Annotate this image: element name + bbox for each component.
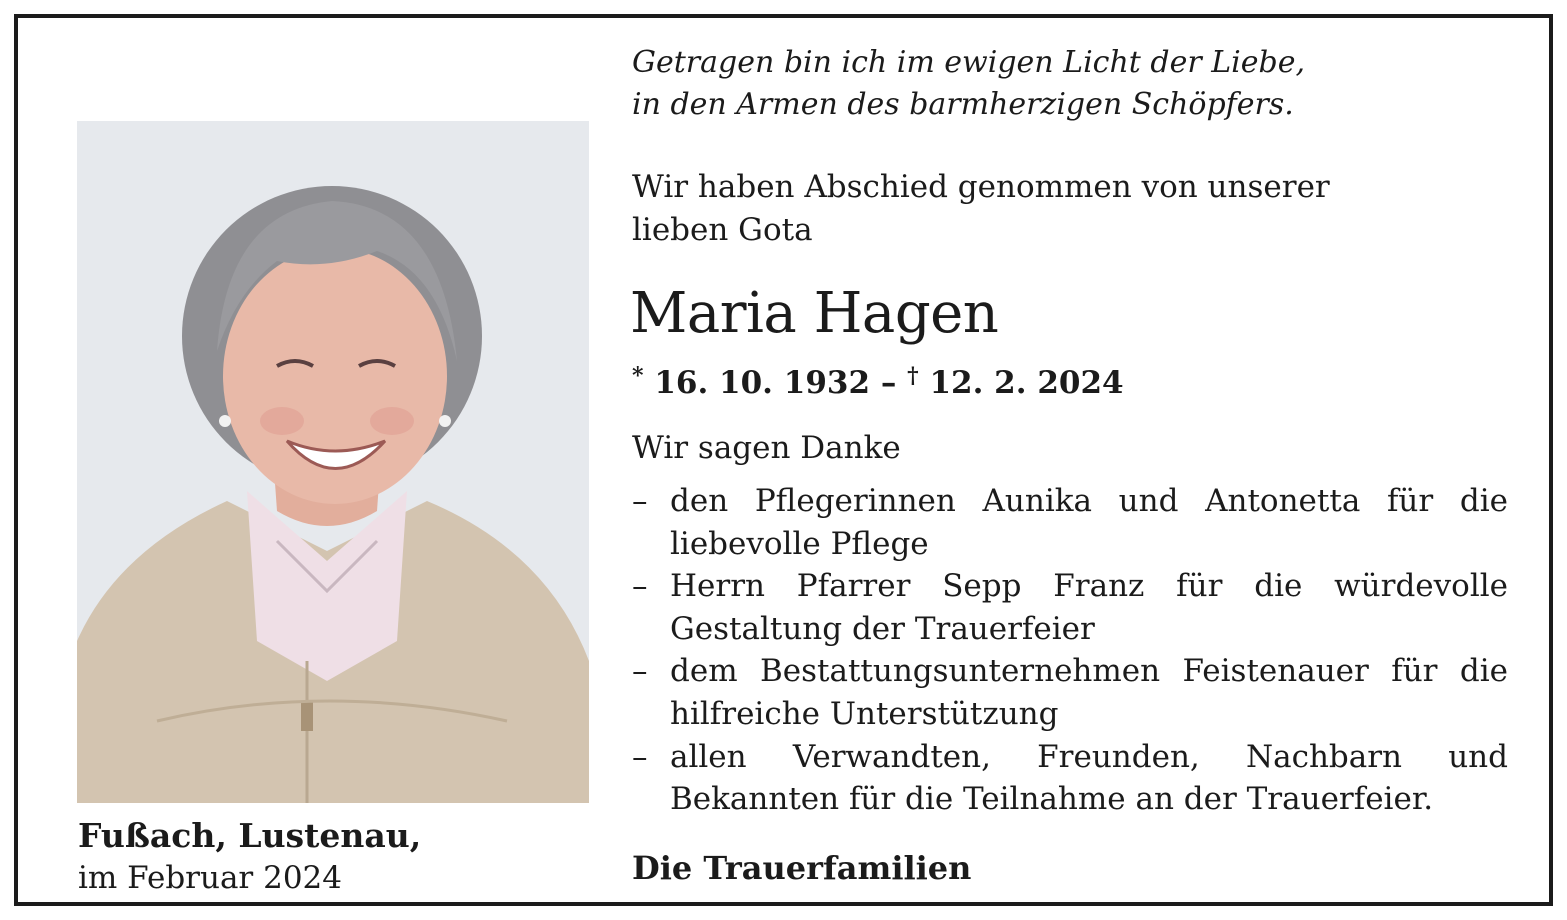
motto — [632, 42, 1512, 126]
birth-date: 16. 10. 1932 — [654, 365, 871, 401]
thanks-item — [632, 650, 1508, 735]
birth-symbol: * — [632, 363, 644, 389]
thanks-item — [632, 480, 1508, 565]
list-dash: – — [632, 738, 648, 775]
farewell-line: lieben Gota — [632, 212, 813, 248]
list-dash: – — [632, 568, 648, 605]
thanks-item — [632, 736, 1508, 821]
deceased-name: Maria Hagen — [630, 281, 999, 346]
list-dash: – — [632, 483, 648, 519]
thanks-item — [632, 565, 1508, 650]
thanks-list — [632, 480, 1508, 821]
obituary-frame — [14, 14, 1553, 906]
portrait-illustration — [77, 121, 589, 803]
motto-line: in den Armen des barmherzigen Schöpfers. — [632, 87, 1294, 122]
date-separator: – — [880, 365, 897, 401]
signature: Die Trauerfamilien — [632, 849, 972, 887]
thanks-item-text: allen Verwandten, Freunden, Nachbarn und Bekannten für die Teilnahme an der Trauerfeier. — [670, 738, 1508, 818]
farewell-text — [632, 166, 1512, 252]
death-date: 12. 2. 2024 — [929, 365, 1124, 401]
farewell-line: Wir haben Abschied genommen von unserer — [632, 169, 1330, 205]
thanks-item-text: dem Bestattungsunternehmen Feistenauer für die hilfreiche Unterstützung — [670, 653, 1508, 732]
lifespan-dates — [632, 353, 1124, 406]
thanks-item-text: Herrn Pfarrer Sepp Franz für die würdevolle Gestaltung der Trauerfeier — [670, 568, 1508, 647]
motto-line: Getragen bin ich im ewigen Licht der Liebe, — [632, 45, 1305, 80]
thanks-heading: Wir sagen Danke — [632, 430, 901, 466]
date-line: im Februar 2024 — [78, 860, 342, 896]
place-names: Fußach, Lustenau, — [78, 816, 422, 855]
thanks-item-text: den Pflegerinnen Aunika und Antonetta für die liebevolle Pflege — [670, 483, 1508, 562]
portrait-photo — [77, 121, 589, 803]
death-symbol: † — [907, 363, 919, 389]
list-dash: – — [632, 653, 648, 690]
